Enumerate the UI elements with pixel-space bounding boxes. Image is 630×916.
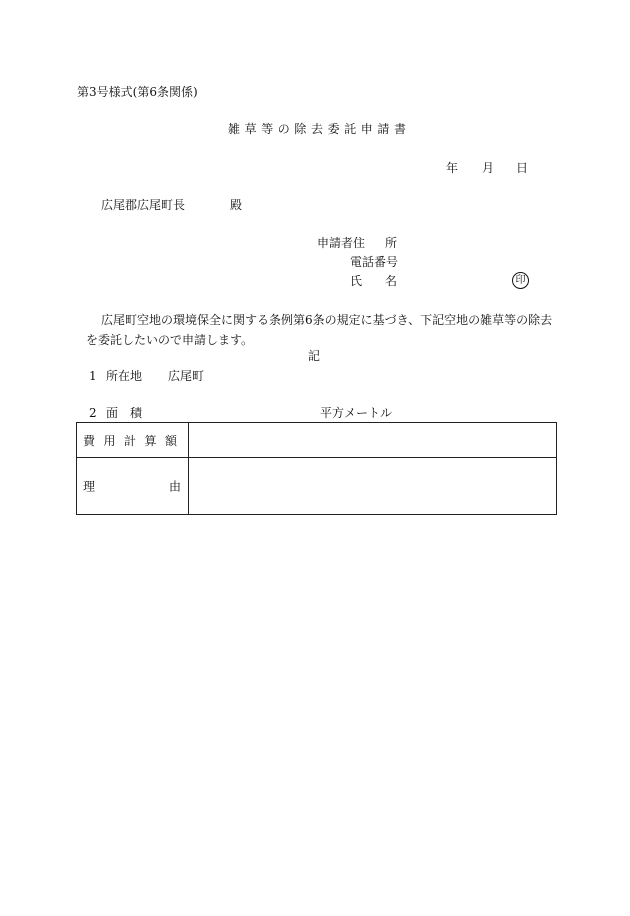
reason-label-1: 理	[83, 479, 96, 494]
item2-label-1: 面	[106, 406, 119, 420]
cost-value-cell[interactable]	[189, 423, 557, 458]
record-label: 記	[308, 349, 321, 363]
form-number: 第3号様式(第6条関係)	[77, 85, 198, 99]
applicant-phone-label: 電話番号	[350, 255, 399, 269]
addressee-suffix: 殿	[230, 198, 243, 212]
reason-label-2: 由	[168, 479, 181, 494]
applicant-name-label-2: 名	[385, 274, 398, 288]
body-text: 広尾町空地の環境保全に関する条例第6条の規定に基づき、下記空地の雑草等の除去を委託したいので申請します。	[86, 313, 553, 347]
reason-row	[77, 458, 557, 515]
applicant-address-label-end: 所	[385, 236, 398, 250]
applicant-address-label: 申請者住	[317, 236, 366, 250]
date-year-label: 年	[446, 161, 459, 175]
cost-label: 費用計算額	[77, 423, 189, 458]
item1-label: 所在地	[106, 369, 143, 383]
item2-number: 2	[89, 406, 97, 420]
document-title: 雑草等の除去委託申請書	[228, 122, 411, 136]
date-month-label: 月	[482, 161, 495, 175]
seal-mark: 印	[512, 272, 529, 289]
item2-label-2: 積	[130, 406, 143, 420]
reason-label	[77, 458, 189, 515]
cost-row	[77, 423, 557, 458]
cost-reason-table	[76, 422, 557, 515]
applicant-name-label-1: 氏	[350, 274, 363, 288]
item1-number: 1	[89, 369, 97, 383]
reason-value-cell[interactable]	[189, 458, 557, 515]
addressee-name: 広尾郡広尾町長	[101, 198, 186, 212]
item2-unit: 平方メートル	[320, 406, 393, 420]
item1-location-value: 広尾町	[168, 369, 205, 383]
date-day-label: 日	[516, 161, 529, 175]
